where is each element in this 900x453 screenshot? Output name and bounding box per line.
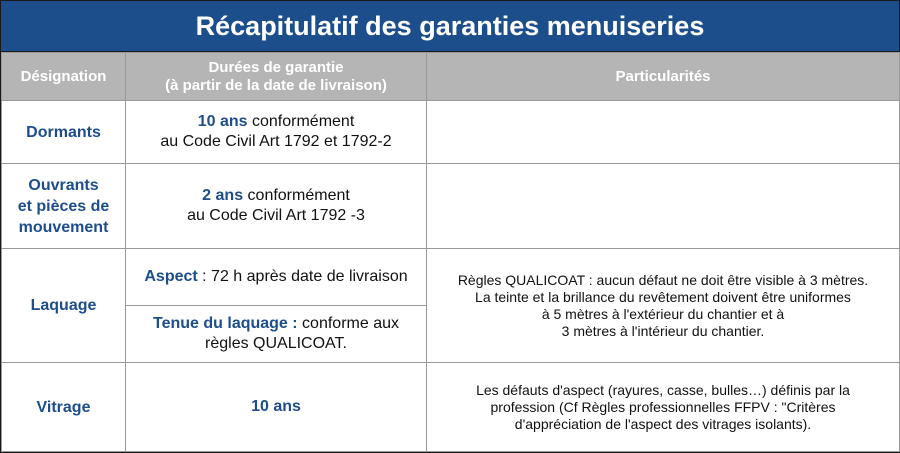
row-label-vitrage: Vitrage	[2, 363, 126, 452]
header-duration-line1: Durées de garantie	[208, 58, 344, 76]
duration-line1	[132, 112, 420, 132]
row-label-dormants: Dormants	[2, 101, 126, 164]
tenue-text: conforme aux	[297, 315, 399, 332]
table-row-laquage-aspect	[2, 249, 900, 306]
particularities-line3: à 5 mètres à l'extérieur du chantier et à	[541, 305, 785, 322]
duration-text: conformément	[243, 187, 350, 204]
tenue-line1	[132, 314, 420, 334]
page-title: Récapitulatif des garanties menuiseries	[1, 1, 899, 52]
row-particularities-vitrage	[427, 363, 900, 452]
row-particularities-ouvrants	[427, 164, 900, 249]
header-duration	[126, 53, 427, 101]
label-line3: mouvement	[18, 218, 109, 236]
duration-line1	[132, 186, 420, 206]
particularities-line3: d'appréciation de l'aspect des vitrages isolants).	[514, 415, 812, 432]
row-particularities-laquage	[427, 249, 900, 363]
particularities-line1: Règles QUALICOAT : aucun défaut ne doit être visible à 3 mètres.	[457, 271, 869, 288]
row-duration-dormants	[126, 101, 427, 164]
duration-highlight: 2 ans	[202, 187, 244, 204]
label-line2: et pièces de	[17, 197, 110, 215]
duration-text: conformément	[247, 113, 355, 130]
row-duration-laquage-aspect	[126, 249, 427, 306]
row-duration-ouvrants	[126, 164, 427, 249]
duration-line2: au Code Civil Art 1792 et 1792-2	[160, 133, 392, 150]
table-row-vitrage	[2, 363, 900, 452]
header-designation: Désignation	[2, 53, 126, 101]
aspect-text: : 72 h après date de livraison	[197, 268, 408, 285]
tenue-line2: règles QUALICOAT.	[205, 335, 347, 352]
table-header-row	[2, 53, 900, 101]
duration-highlight: 10 ans	[251, 398, 301, 415]
row-label-laquage: Laquage	[2, 249, 126, 363]
duration-line2: au Code Civil Art 1792 -3	[187, 207, 365, 224]
label-line1: Ouvrants	[28, 176, 99, 194]
tenue-highlight: Tenue du laquage :	[153, 315, 298, 332]
particularities-line2: La teinte et la brillance du revêtement doivent être uniformes	[475, 288, 851, 305]
header-duration-line2: (à partir de la date de livraison)	[165, 76, 387, 94]
row-duration-vitrage	[126, 363, 427, 452]
table-row-dormants	[2, 101, 900, 164]
particularities-line4: 3 mètres à l'intérieur du chantier.	[561, 322, 765, 339]
particularities-line2: profession (Cf Règles professionnelles FFPV : "Critères	[490, 398, 836, 415]
particularities-line1: Les défauts d'aspect (rayures, casse, bulles…) définis par la	[476, 381, 850, 398]
row-particularities-dormants	[427, 101, 900, 164]
duration-highlight: 10 ans	[197, 113, 248, 130]
table-row-ouvrants	[2, 164, 900, 249]
guarantee-table	[1, 52, 900, 452]
row-label-ouvrants	[2, 164, 126, 249]
header-particularities: Particularités	[427, 53, 900, 101]
aspect-highlight: Aspect	[144, 268, 198, 285]
row-duration-laquage-tenue	[126, 306, 427, 363]
